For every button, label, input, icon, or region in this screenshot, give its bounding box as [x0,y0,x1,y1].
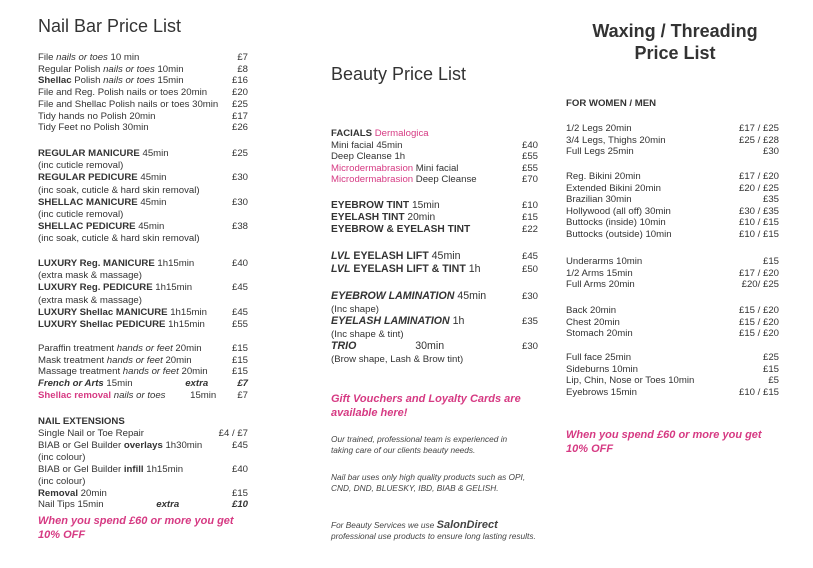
price-row-label: File nails or toes 10 min [38,52,140,63]
price-row-label: TRIO 30min [331,340,445,352]
price-row-label: Shellac removal nails or toes 15min [38,389,217,401]
price-row-label: (Brow shape, Lash & Brow tint) [331,353,464,365]
price-row-label: REGULAR MANICURE 45min [38,148,169,159]
price-row-value: £20/ £25 [741,279,779,290]
price-row-value: £10 [521,200,538,211]
price-row-label: File and Reg. Polish nails or toes 20min [38,87,208,99]
price-row-value: £15 [231,487,248,499]
price-row-label: EYEBROW LAMINATION 45min [331,290,487,302]
price-row-label: Brazilian 30min [566,194,632,205]
price-row-value: £15 [231,354,248,366]
salondirect-brand: SalonDirect [436,519,498,531]
price-row-value: £26 [231,122,248,134]
price-row-label: LUXURY Shellac MANICURE 1h15min [38,306,208,318]
price-row-value: £5 [768,375,779,386]
price-row-label: LUXURY Shellac PEDICURE 1h15min [38,319,205,330]
price-row-value: £10 / £15 [738,386,779,398]
price-row-label: Microdermabrasion Mini facial [331,162,459,174]
price-row-value: £10 / £15 [738,228,779,240]
price-row-label: LVL EYELASH LIFT & TINT 1h [331,263,481,275]
price-row-label: SHELLAC MANICURE 45min [38,196,167,208]
price-row-label: Nail Tips 15min extra [38,499,180,511]
price-row-value: £20 [231,87,248,99]
price-row-value: £15 [231,366,248,378]
price-row-value: £15 [762,363,779,375]
price-row-label: LVL EYELASH LIFT 45min [331,250,461,262]
price-row-label: Mini facial 45min [331,139,403,151]
price-row-value: £40 [231,463,248,475]
price-row-label: Underarms 10min [566,256,643,267]
price-row-value: £22 [521,224,538,235]
price-row-value: £15 / £20 [738,305,779,316]
beauty-title: Beauty Price List [331,64,467,84]
price-row-label: Chest 20min [566,316,620,328]
price-row-value: £20 / £25 [738,182,779,194]
price-row-label: Full Arms 20min [566,279,635,290]
price-row-value: £45 [231,439,248,451]
price-row-label: LUXURY Reg. PEDICURE 1h15min [38,282,193,294]
price-row-value: £55 [231,319,248,330]
price-row-value: £30 / £35 [738,205,779,217]
price-row-label: Lip, Chin, Nose or Toes 10min [566,375,695,386]
price-row-label: Stomach 20min [566,328,633,339]
price-row-label: (inc cuticle removal) [38,160,124,172]
price-row-label: FACIALS Dermalogica [331,128,429,139]
price-row-label: (inc colour) [38,451,86,463]
price-row-label: SHELLAC PEDICURE 45min [38,221,165,233]
price-row-label: (extra mask & massage) [38,294,142,306]
price-row-value: £30 [521,341,538,352]
price-row-value: £30 [231,172,248,184]
price-row-value: £45 [521,251,538,262]
price-row-label: Single Nail or Toe Repair [38,428,144,439]
price-row-value: £30 [521,291,538,302]
price-row-value: £55 [521,151,538,162]
price-row-value: £45 [231,306,248,318]
price-row-label: Microdermabrasion Deep Cleanse [331,174,477,185]
price-row-value: £15 / £20 [738,316,779,328]
price-row-label: EYEBROW TINT 15min [331,200,440,211]
nail-offer-text: When you spend £60 or more you get 10% OFF [38,515,234,541]
price-row-value: £10 [231,499,248,511]
price-row-label: Removal 20min [38,487,107,499]
price-row-value: £10 / £15 [738,217,779,228]
price-row-label: (Inc shape) [331,303,379,315]
price-row-value: £25 / £28 [738,134,779,146]
price-row-label: Sideburns 10min [566,363,638,375]
waxing-subtitle: FOR WOMEN / MEN [566,98,657,109]
price-row-value: £40 [231,258,248,269]
price-row-label: LUXURY Reg. MANICURE 1h15min [38,258,195,269]
price-row-value: £4 / £7 [218,428,248,439]
price-row-label: Regular Polish nails or toes 10min [38,63,184,75]
price-row-value: £15 [762,256,779,267]
price-row-label: Eyebrows 15min [566,386,637,398]
price-row-label: (inc soak, cuticle & hard skin removal) [38,233,200,245]
price-row-label: EYEBROW & EYELASH TINT [331,224,471,235]
price-row-value: £17 / £20 [738,171,779,182]
price-row-label: Tidy Feet no Polish 30min [38,122,149,134]
price-row-label: BIAB or Gel Builder infill 1h15min [38,463,184,475]
price-row-label: (inc cuticle removal) [38,209,124,220]
price-row-value: £17 [231,110,248,122]
price-row-value: £30 [762,146,779,157]
nail-extensions-heading: NAIL EXTENSIONS [38,416,125,427]
nail-bar-title: Nail Bar Price List [38,16,182,36]
price-row-value: £17 / £25 [738,123,779,134]
price-row-value: £70 [521,174,538,185]
price-row-label: File and Shellac Polish nails or toes 30min [38,98,219,110]
price-row-value: £25 [231,148,248,159]
price-row-label: Mask treatment hands or feet 20min [38,354,192,366]
price-row-value: £30 [231,196,248,208]
price-row-label: BIAB or Gel Builder overlays 1h30min [38,439,203,451]
price-row-value: £45 [231,282,248,294]
price-row-value: £16 [231,75,248,87]
price-row-label: Massage treatment hands or feet 20min [38,366,208,378]
price-row-label: Reg. Bikini 20min [566,171,641,182]
price-row-value: £7 [237,52,248,63]
price-row-label: Extended Bikini 20min [566,182,661,194]
price-row-label: Paraffin treatment hands or feet 20min [38,343,202,354]
price-row-value: £40 [521,139,538,151]
price-row-label: 1/2 Arms 15min [566,267,633,279]
team-note: Our trained, professional team is experienced in taking care of our clients beauty needs. [331,434,508,455]
waxing-offer-text: When you spend £60 or more you get 10% OFF [566,429,762,455]
price-row-label: 3/4 Legs, Thighs 20min [566,134,666,146]
price-row-value: £25 [231,98,248,110]
price-row-value: £15 / £20 [738,328,779,339]
gift-vouchers-text: Gift Vouchers and Loyalty Cards are available here! [331,393,521,419]
price-row-label: (Inc shape & tint) [331,328,404,340]
price-row-label: EYELASH LAMINATION 1h [331,315,465,327]
products-note: Nail bar uses only high quality products such as OPI, CND, DND, BLUESKY, IBD, BIAB & GELISH. [331,472,526,493]
price-row-value: £17 / £20 [738,267,779,279]
waxing-title: Waxing / Threading Price List [592,21,758,63]
price-row-label: French or Arts 15min extra [38,378,209,390]
price-row-label: (extra mask & massage) [38,270,142,282]
price-row-value: £50 [521,264,538,275]
price-row-label: Full face 25min [566,352,632,363]
price-row-value: £7 [237,378,248,390]
price-row-value: £15 [521,212,538,223]
price-row-label: (inc colour) [38,475,86,487]
price-row-value: £8 [237,63,248,75]
price-row-label: (inc soak, cuticle & hard skin removal) [38,184,200,196]
price-row-label: Back 20min [566,305,617,316]
price-row-label: EYELASH TINT 20min [331,212,436,223]
price-row-label: 1/2 Legs 20min [566,123,632,134]
price-row-label: REGULAR PEDICURE 45min [38,172,167,184]
price-row-value: £55 [521,162,538,174]
price-row-value: £38 [231,221,248,233]
price-row-label: Buttocks (inside) 10min [566,217,666,228]
price-row-label: Full Legs 25min [566,146,634,157]
price-row-value: £7 [237,389,248,401]
price-row-value: £15 [231,343,248,354]
price-row-label: Shellac Polish nails or toes 15min [38,75,184,87]
price-row-label: Hollywood (all off) 30min [566,205,671,217]
price-row-label: Buttocks (outside) 10min [566,228,672,240]
salon-direct-note: For Beauty Services we use SalonDirect professional use products to ensure long lasting results. [331,519,536,541]
price-row-value: £25 [762,352,779,363]
price-row-value: £35 [762,194,779,205]
price-row-label: Deep Cleanse 1h [331,151,406,162]
price-row-label: Tidy hands no Polish 20min [38,110,156,122]
price-row-value: £35 [521,316,538,327]
